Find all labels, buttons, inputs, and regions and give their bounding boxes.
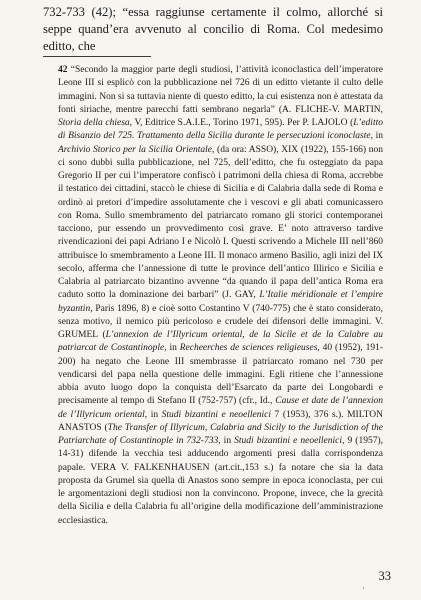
footnote-text-run: , 9 (1957), 14-31) difende la vecchia tesi adducendo argomenti presi dalla corrispondenza papale. VERA V. FALKENHAUSEN (art.cit.,153 s.) fa notare che sia la data proposta da Grumel sia quella di Anastos sono sempre in epoca iconoclasta, per cui le argomentazioni degli studiosi non la convincono. Propone, invece, che la grecità della Sicilia e della Calabria fu all’origine della modificazione dell’amministrazione ecclesiastica. — [58, 436, 383, 526]
main-text-paragraph: 732-733 (42); “essa raggiunse certamente il colmo, allorché si seppe quand’era avvenuto al concilio di Roma. Col medesimo editto, che — [43, 5, 383, 53]
footnote-text-run: 7 (1953), 376 s.). MILTON ANASTOS ( — [58, 409, 383, 433]
footnote-italic-title: Archivio Storico per la Sicilia Orientale — [58, 144, 212, 155]
margin-dot-mark: · — [362, 583, 365, 593]
footnote-italic-title: Cause et date de l’annexion de l’Illyricum oriental — [58, 396, 383, 420]
footnote-text-run: “Secondo la maggior parte degli studiosi, l’attività iconoclastica dell’imperatore Leone III si esplicò con la pubblicazione nel 726 di un editto vietante il culto delle immagini. Non si sa tuttavia niente di questo editto, la cui esistenza non è attestata da fonti siriache, mentre parecchi fatti sembrano negarla” (A. FLICHE-V. MARTIN, — [58, 65, 383, 115]
footnote-italic-title: Studi bizantini e neoellenici — [161, 409, 271, 420]
footnote-separator-rule — [43, 56, 151, 57]
page-number: 33 — [378, 569, 391, 583]
footnote-text-run: , (da ora: ASSO), XIX (1922), 155-166) non ci sono dubbi sulla pubblicazione, nel 725, dell’editto, che fu osteggiato da papa Gregorio II per cui l’imperatore confiscò i patrimoni della chiesa di Roma, accrebbe il testatico dei cittadini, staccò le chiese di Sicilia e di Calabria dalla sede di Roma e ordinò ai pretori d’impedire assolutamente che i vescovi e gli abati comunicassero con Roma. Sullo smembramento del patriarcato romano gli storici contemporanei tacciono, pur essendo un provvedimento così grave. E’ noto attraverso tardive rivendicazioni dei papi Adriano I e Nicolò I. Questi scrivendo a Michele III nell’860 attribuisce lo smembramento a Leone III. Il monaco armeno Basilio, agli inizi del IX secolo, afferma che l’annessione di tutte le province dell’antico Illirico e Sicilia e Calabria al patriarcato bizantino avvenne “da quando il papa dell’antica Roma era caduto sotto la dominazione dei barbari” (J. GAY, — [58, 144, 383, 301]
footnote-text-run: , in — [218, 436, 235, 446]
footnote-text-run: , 40 (1952), 191-200) ha negato che Leone III smembrasse il patriarcato romano nel 730 per vendicarsi del papa nella questione delle immagini. Egli ritiene che l’annessione abbia avuto luogo dopo la conquista dell’Esarcato da parte dei Longobardi e precisamente al tempo di Stefano II (752-757) (cfr., Id., — [58, 343, 384, 407]
footnote-italic-title: Studi bizantini e neoellenici — [234, 436, 343, 446]
footnote-text-run: , V, Editrice S.A.I.E., Torino 1971, 595). Per P. LAJOLO ( — [129, 118, 354, 128]
footnote-number: 42 — [58, 65, 68, 75]
footnote-text-run: , in — [370, 131, 384, 142]
footnote-text-run: , in — [144, 409, 162, 420]
footnote-italic-title: L’Italie méridionale et l’empire byzantin — [58, 290, 383, 314]
footnote-italic-title: L’annexion de l’Illyricum oriental, de la Sicile et de la Calabre au patriarcat de Costantinople — [58, 330, 384, 354]
footnote-text-run: , in — [164, 343, 180, 354]
footnote-italic-title: L’editto di Bisanzio del 725. Trattamento della Sicilia durante le persecuzioni iconoclaste — [58, 118, 383, 142]
main-text-block — [43, 4, 383, 55]
footnote-text-run: , Paris 1896, 8) e cioè sotto Costantino V (740-775) che è stato considerato, senza motivo, il nemico più pericoloso e crudele dei difensori delle immagini. V. GRUMEL ( — [58, 303, 383, 340]
footnote-italic-title: Recheerches de sciences religieuses — [179, 343, 318, 354]
footnote-italic-title: The Transfer of Illyricum, Calabria and Sicily to the Jurisdiction of the Patriarchate of Costantinople in 732-733 — [58, 422, 383, 446]
footnote-42 — [58, 64, 383, 528]
footnote-paragraph — [58, 64, 383, 528]
footnote-italic-title: Storia della chiesa — [58, 118, 130, 128]
